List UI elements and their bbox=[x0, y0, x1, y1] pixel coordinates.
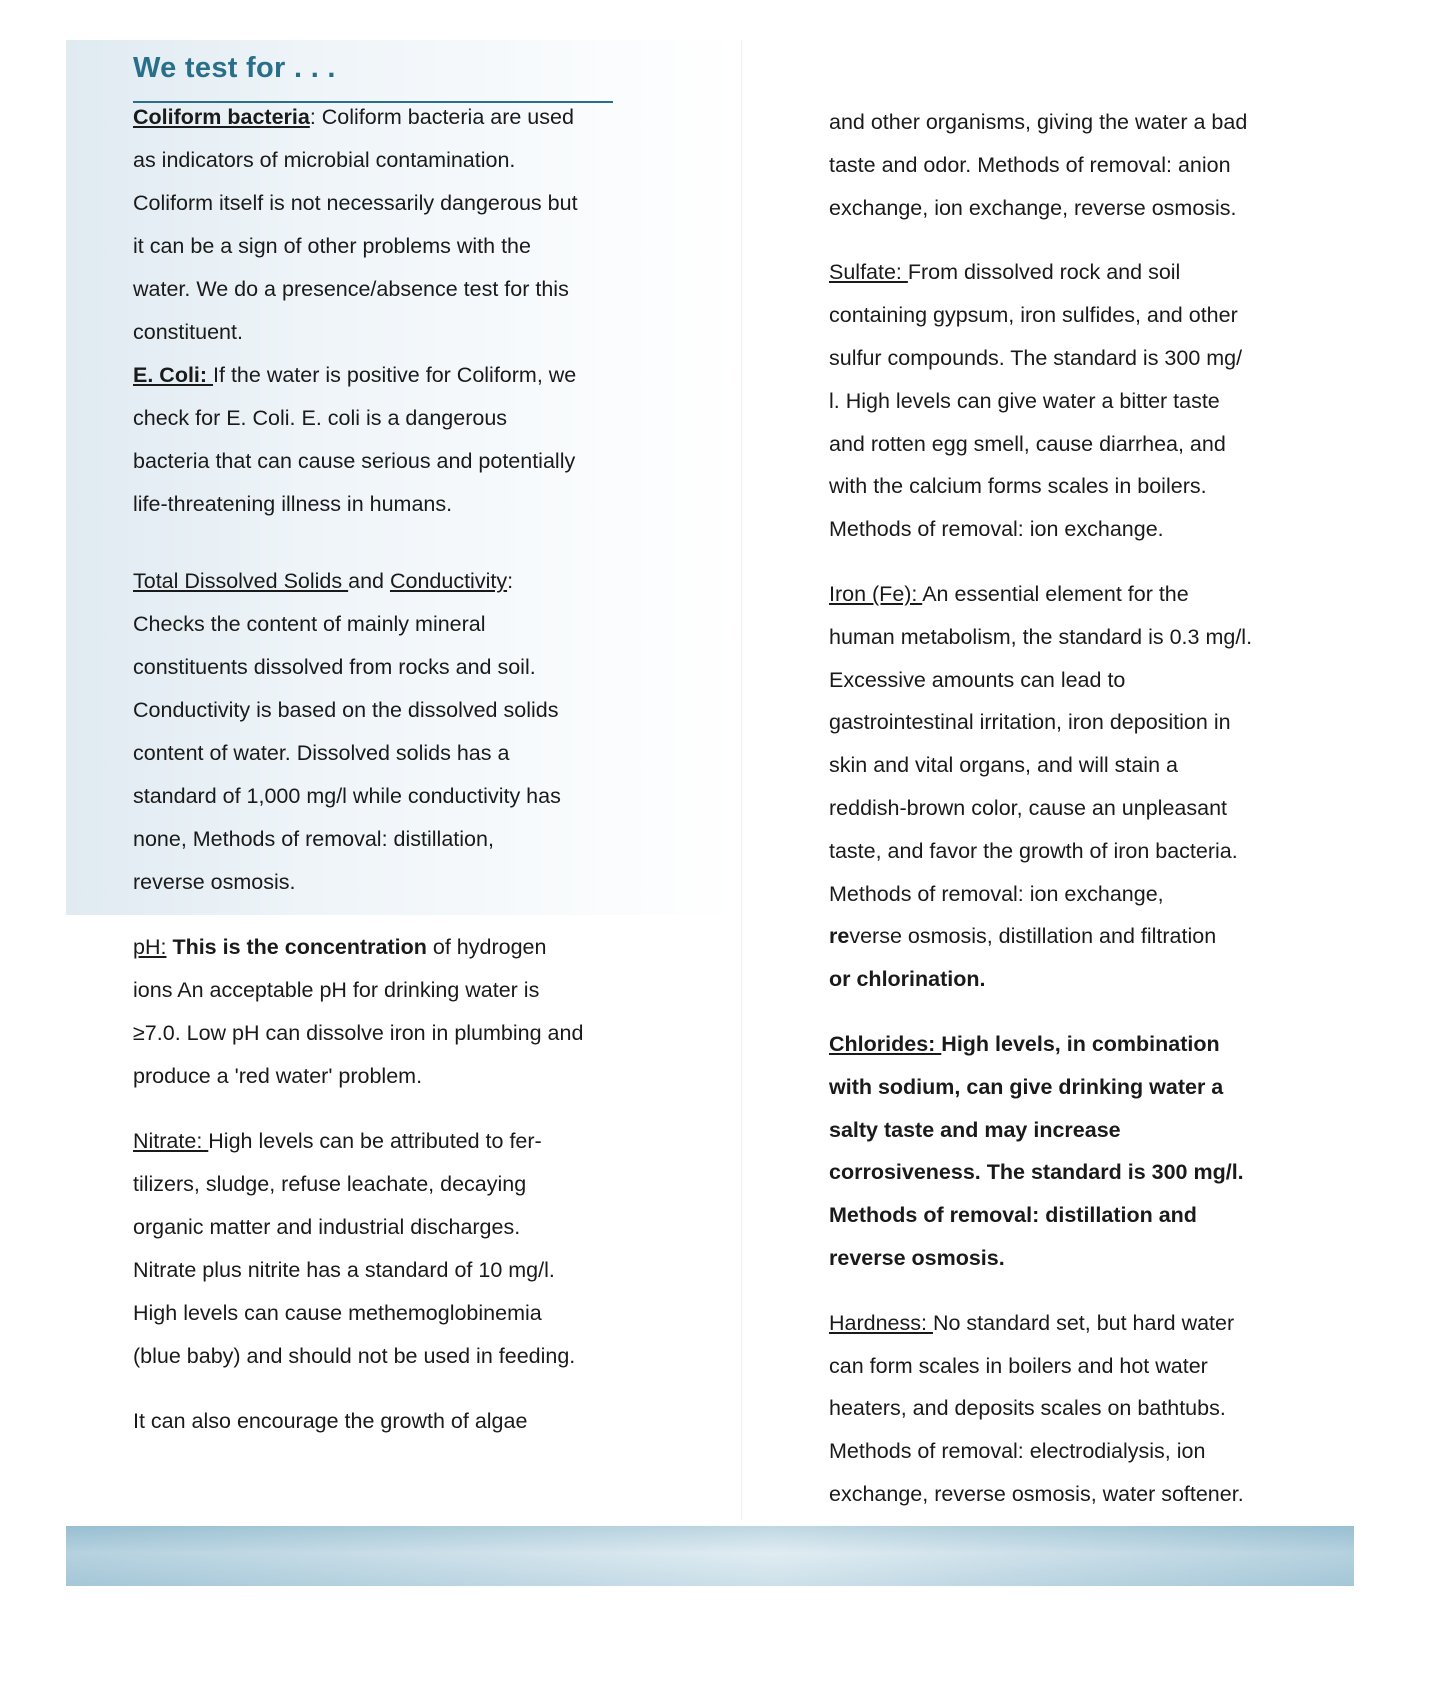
continuation-section: and other organisms, giving the water a bad taste and odor. Methods of removal: anion exchange, ion exchange, reverse osmosis. bbox=[829, 110, 1248, 220]
right-column bbox=[829, 101, 1319, 1516]
coliform-section: Coliform bacteria: Coliform bacteria are used as indicators of microbial contamination. Coliform itself is not necessarily dangerous but it can be a sign of other problems with the water. We do a presence/absence test for this constituent. bbox=[133, 105, 578, 344]
hardness-section: Hardness: No standard set, but hard water can form scales in boilers and hot water heaters, and deposits scales on bathtubs. Methods of removal: electrodialysis, ion exchange, reverse osmosis, water softener. bbox=[829, 1310, 1244, 1506]
coliform-term: Coliform bacteria bbox=[133, 105, 310, 129]
iron-section: Iron (Fe): An essential element for the human metabolism, the standard is 0.3 mg/l. Excessive amounts can lead to gastrointestinal irritation, iron deposition in skin and vital organs, and will stain a reddish-brown color, cause an unpleasant taste, and favor the growth of iron bacteria. Methods of removal: ion exchange, reverse osmosis, distillation and filtration or chlorination. bbox=[829, 581, 1253, 992]
column-divider bbox=[741, 40, 742, 1520]
ecoli-term: E. Coli: bbox=[133, 363, 214, 387]
nitrate-term: Nitrate: bbox=[133, 1129, 209, 1153]
ecoli-section: E. Coli: If the water is positive for Coliform, we check for E. Coli. E. coli is a dangerous bacteria that can cause serious and potentially life-threatening illness in humans. bbox=[133, 363, 577, 516]
hardness-term: Hardness: bbox=[829, 1310, 933, 1335]
footer-band bbox=[66, 1526, 1354, 1586]
left-column-lower bbox=[133, 560, 623, 1443]
algae-line: It can also encourage the growth of algae bbox=[133, 1409, 528, 1433]
sulfate-section: Sulfate: From dissolved rock and soil containing gypsum, iron sulfides, and other sulfur compounds. The standard is 300 mg/ l. High levels can give water a bitter taste and rotten egg smell, cause diarrhea, and with the calcium forms scales in boilers. Methods of removal: ion exchange. bbox=[829, 260, 1243, 542]
ph-section: pH: This is the concentration of hydrogen ions An acceptable pH for drinking water is ≥7.0. Low pH can dissolve iron in plumbing and produce a 'red water' problem. bbox=[133, 935, 584, 1088]
nitrate-section: Nitrate: High levels can be attributed to fer- tilizers, sludge, refuse leachate, decaying organic matter and industrial discharges. Nitrate plus nitrite has a standard of 10 mg/l. High levels can cause methemoglobinemia (blue baby) and should not be used in feeding. bbox=[133, 1129, 576, 1368]
conductivity-term: Conductivity bbox=[389, 569, 508, 593]
iron-term: Iron (Fe): bbox=[829, 581, 923, 606]
page-title: We test for . . . bbox=[133, 52, 336, 84]
left-column bbox=[133, 96, 623, 526]
ph-term: pH: bbox=[133, 935, 167, 959]
tds-section: Total Dissolved Solids and Conductivity: Checks the content of mainly mineral constituents dissolved from rocks and soil. Conductivity is based on the dissolved solids content of water. Dissolved solids has a standard of 1,000 mg/l while conductivity has none, Methods of removal: distillation, reverse osmosis. bbox=[133, 569, 561, 894]
sulfate-term: Sulfate: bbox=[829, 260, 908, 285]
chlorides-term: Chlorides: bbox=[829, 1031, 942, 1056]
tds-term: Total Dissolved Solids bbox=[133, 569, 349, 593]
chlorides-section: Chlorides: High levels, in combination with sodium, can give drinking water a salty taste and may increase corrosiveness. The standard is 300 mg/l. Methods of removal: distillation and reverse osmosis. bbox=[829, 1031, 1244, 1270]
